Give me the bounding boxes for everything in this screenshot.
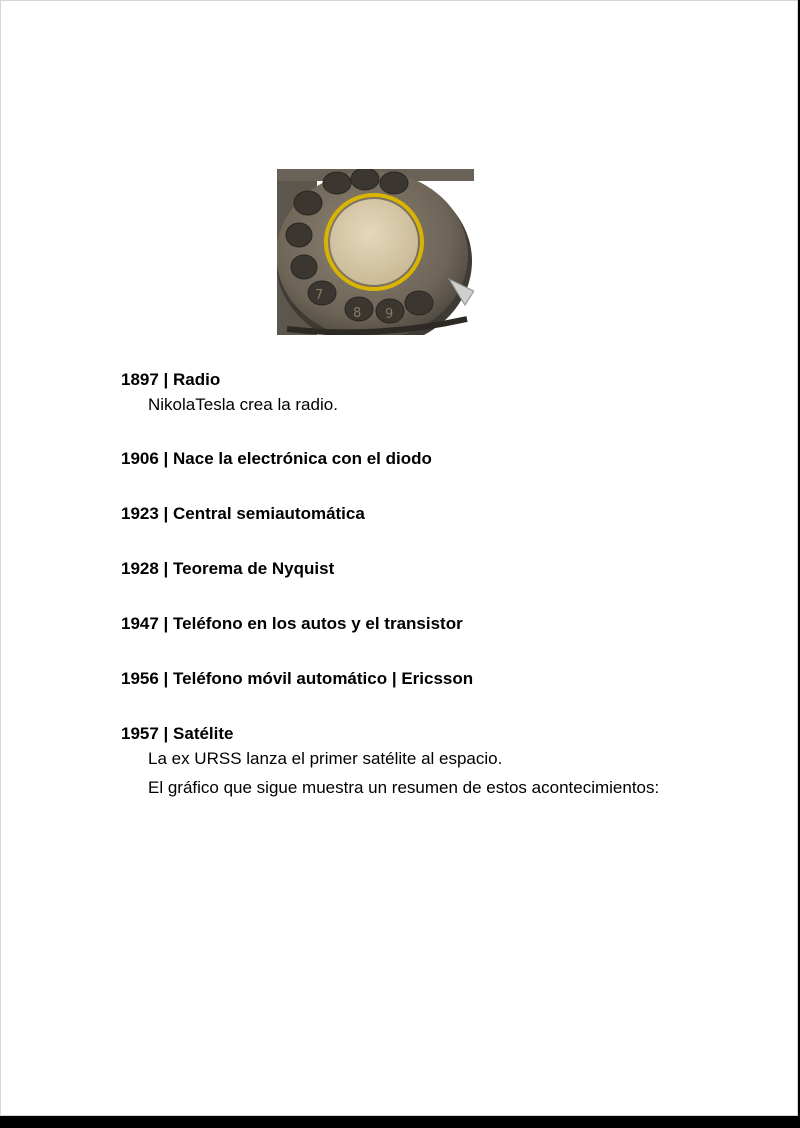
dial-digit: 7 — [315, 288, 324, 303]
entry-heading: 1923 | Central semiautomática — [121, 504, 365, 523]
summary-paragraph: El gráfico que sigue muestra un resumen de estos acontecimientos: — [148, 778, 660, 797]
timeline-entry-1923 — [121, 504, 681, 524]
timeline-entry-1928 — [121, 559, 681, 579]
entry-heading: 1906 | Nace la electrónica con el diodo — [121, 449, 432, 468]
timeline-text — [121, 370, 681, 802]
rotary-dial-photo — [277, 169, 474, 335]
entry-heading: 1947 | Teléfono en los autos y el transistor — [121, 614, 463, 633]
timeline-entry-1897 — [121, 370, 681, 419]
entry-description: NikolaTesla crea la radio. — [148, 395, 338, 414]
entry-description: La ex URSS lanza el primer satélite al espacio. — [148, 749, 503, 768]
dial-digit: 8 — [353, 306, 362, 321]
timeline-entry-1956 — [121, 669, 681, 689]
entry-heading: 1956 | Teléfono móvil automático | Ericsson — [121, 669, 474, 688]
entry-heading: 1897 | Radio — [121, 370, 221, 389]
entry-heading: 1928 | Teorema de Nyquist — [121, 559, 335, 578]
dial-digit: 9 — [385, 307, 394, 322]
timeline-entry-1947 — [121, 614, 681, 634]
timeline-entry-1906 — [121, 449, 681, 469]
rotary-dial-icon — [277, 169, 474, 335]
timeline-entry-1957 — [121, 724, 681, 773]
entry-heading: 1957 | Satélite — [121, 724, 234, 743]
